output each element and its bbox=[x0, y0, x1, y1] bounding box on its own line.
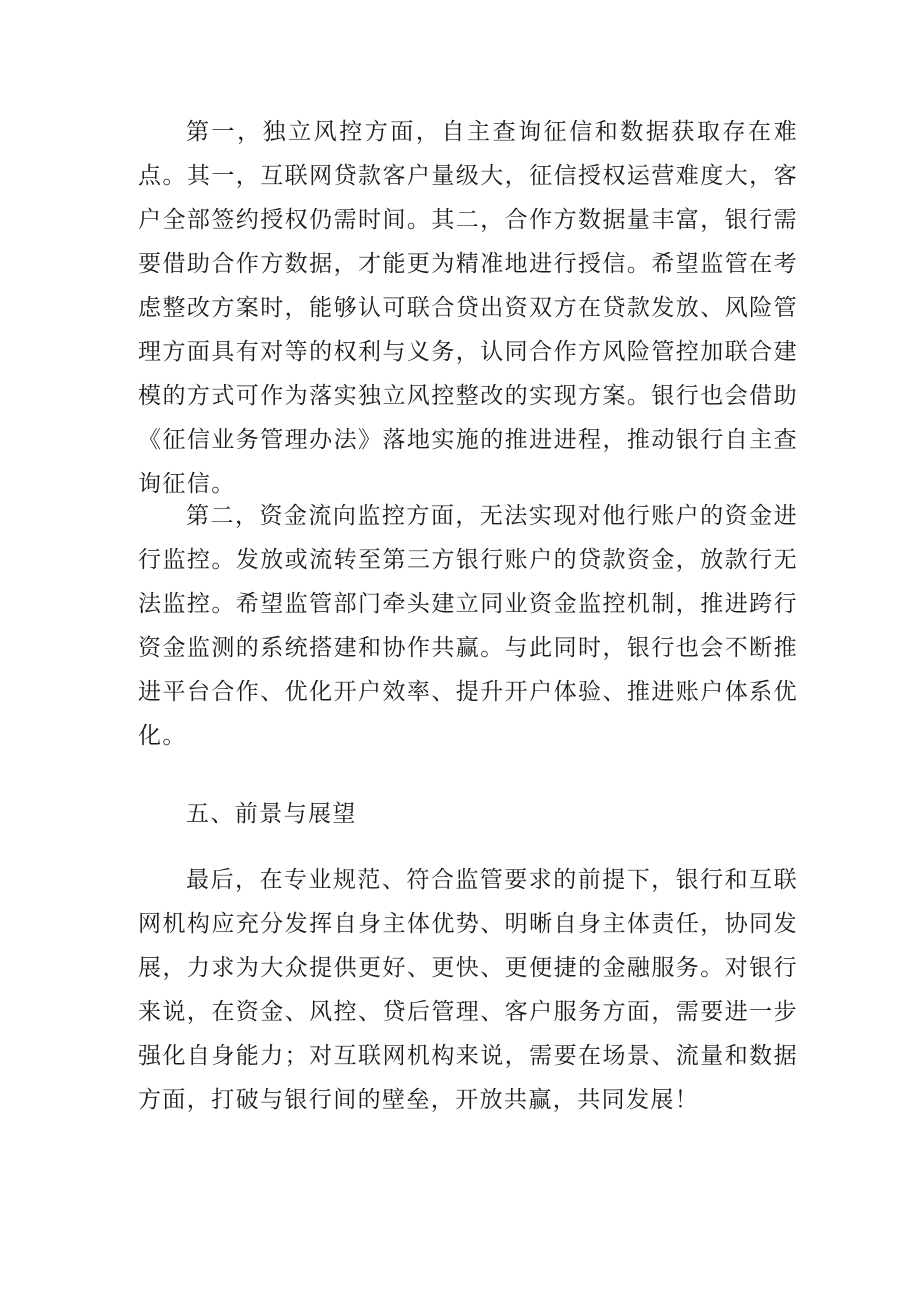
paragraph-fund-flow-monitoring: 第二，资金流向监控方面，无法实现对他行账户的资金进行监控。发放或流转至第三方银行账户的贷款资金，放款行无法监控。希望监管部门牵头建立同业资金监控机制，推进跨行资金监测的系统搭建和协作共赢。与此同时，银行也会不断推进平台合作、优化开户效率、提升开户体验、推进账户体系优化。 bbox=[138, 503, 798, 749]
paragraph-conclusion: 最后，在专业规范、符合监管要求的前提下，银行和互联网机构应充分发挥自身主体优势、明晰自身主体责任，协同发展，力求为大众提供更好、更快、更便捷的金融服务。对银行来说，在资金、风控、贷后管理、客户服务方面，需要进一步强化自身能力；对互联网机构来说，需要在场景、流量和数据方面，打破与银行间的壁垒，开放共赢，共同发展！ bbox=[138, 867, 798, 1113]
section-heading-outlook: 五、前景与展望 bbox=[186, 801, 357, 827]
paragraph-independent-risk-control: 第一，独立风控方面，自主查询征信和数据获取存在难点。其一，互联网贷款客户量级大，征信授权运营难度大，客户全部签约授权仍需时间。其二，合作方数据量丰富，银行需要借助合作方数据，才能更为精准地进行授信。希望监管在考虑整改方案时，能够认可联合贷出资双方在贷款发放、风险管理方面具有对等的权利与义务，认同合作方风险管控加联合建模的方式可作为落实独立风控整改的实现方案。银行也会借助《征信业务管理办法》落地实施的推进进程，推动银行自主查询征信。 bbox=[138, 119, 798, 497]
